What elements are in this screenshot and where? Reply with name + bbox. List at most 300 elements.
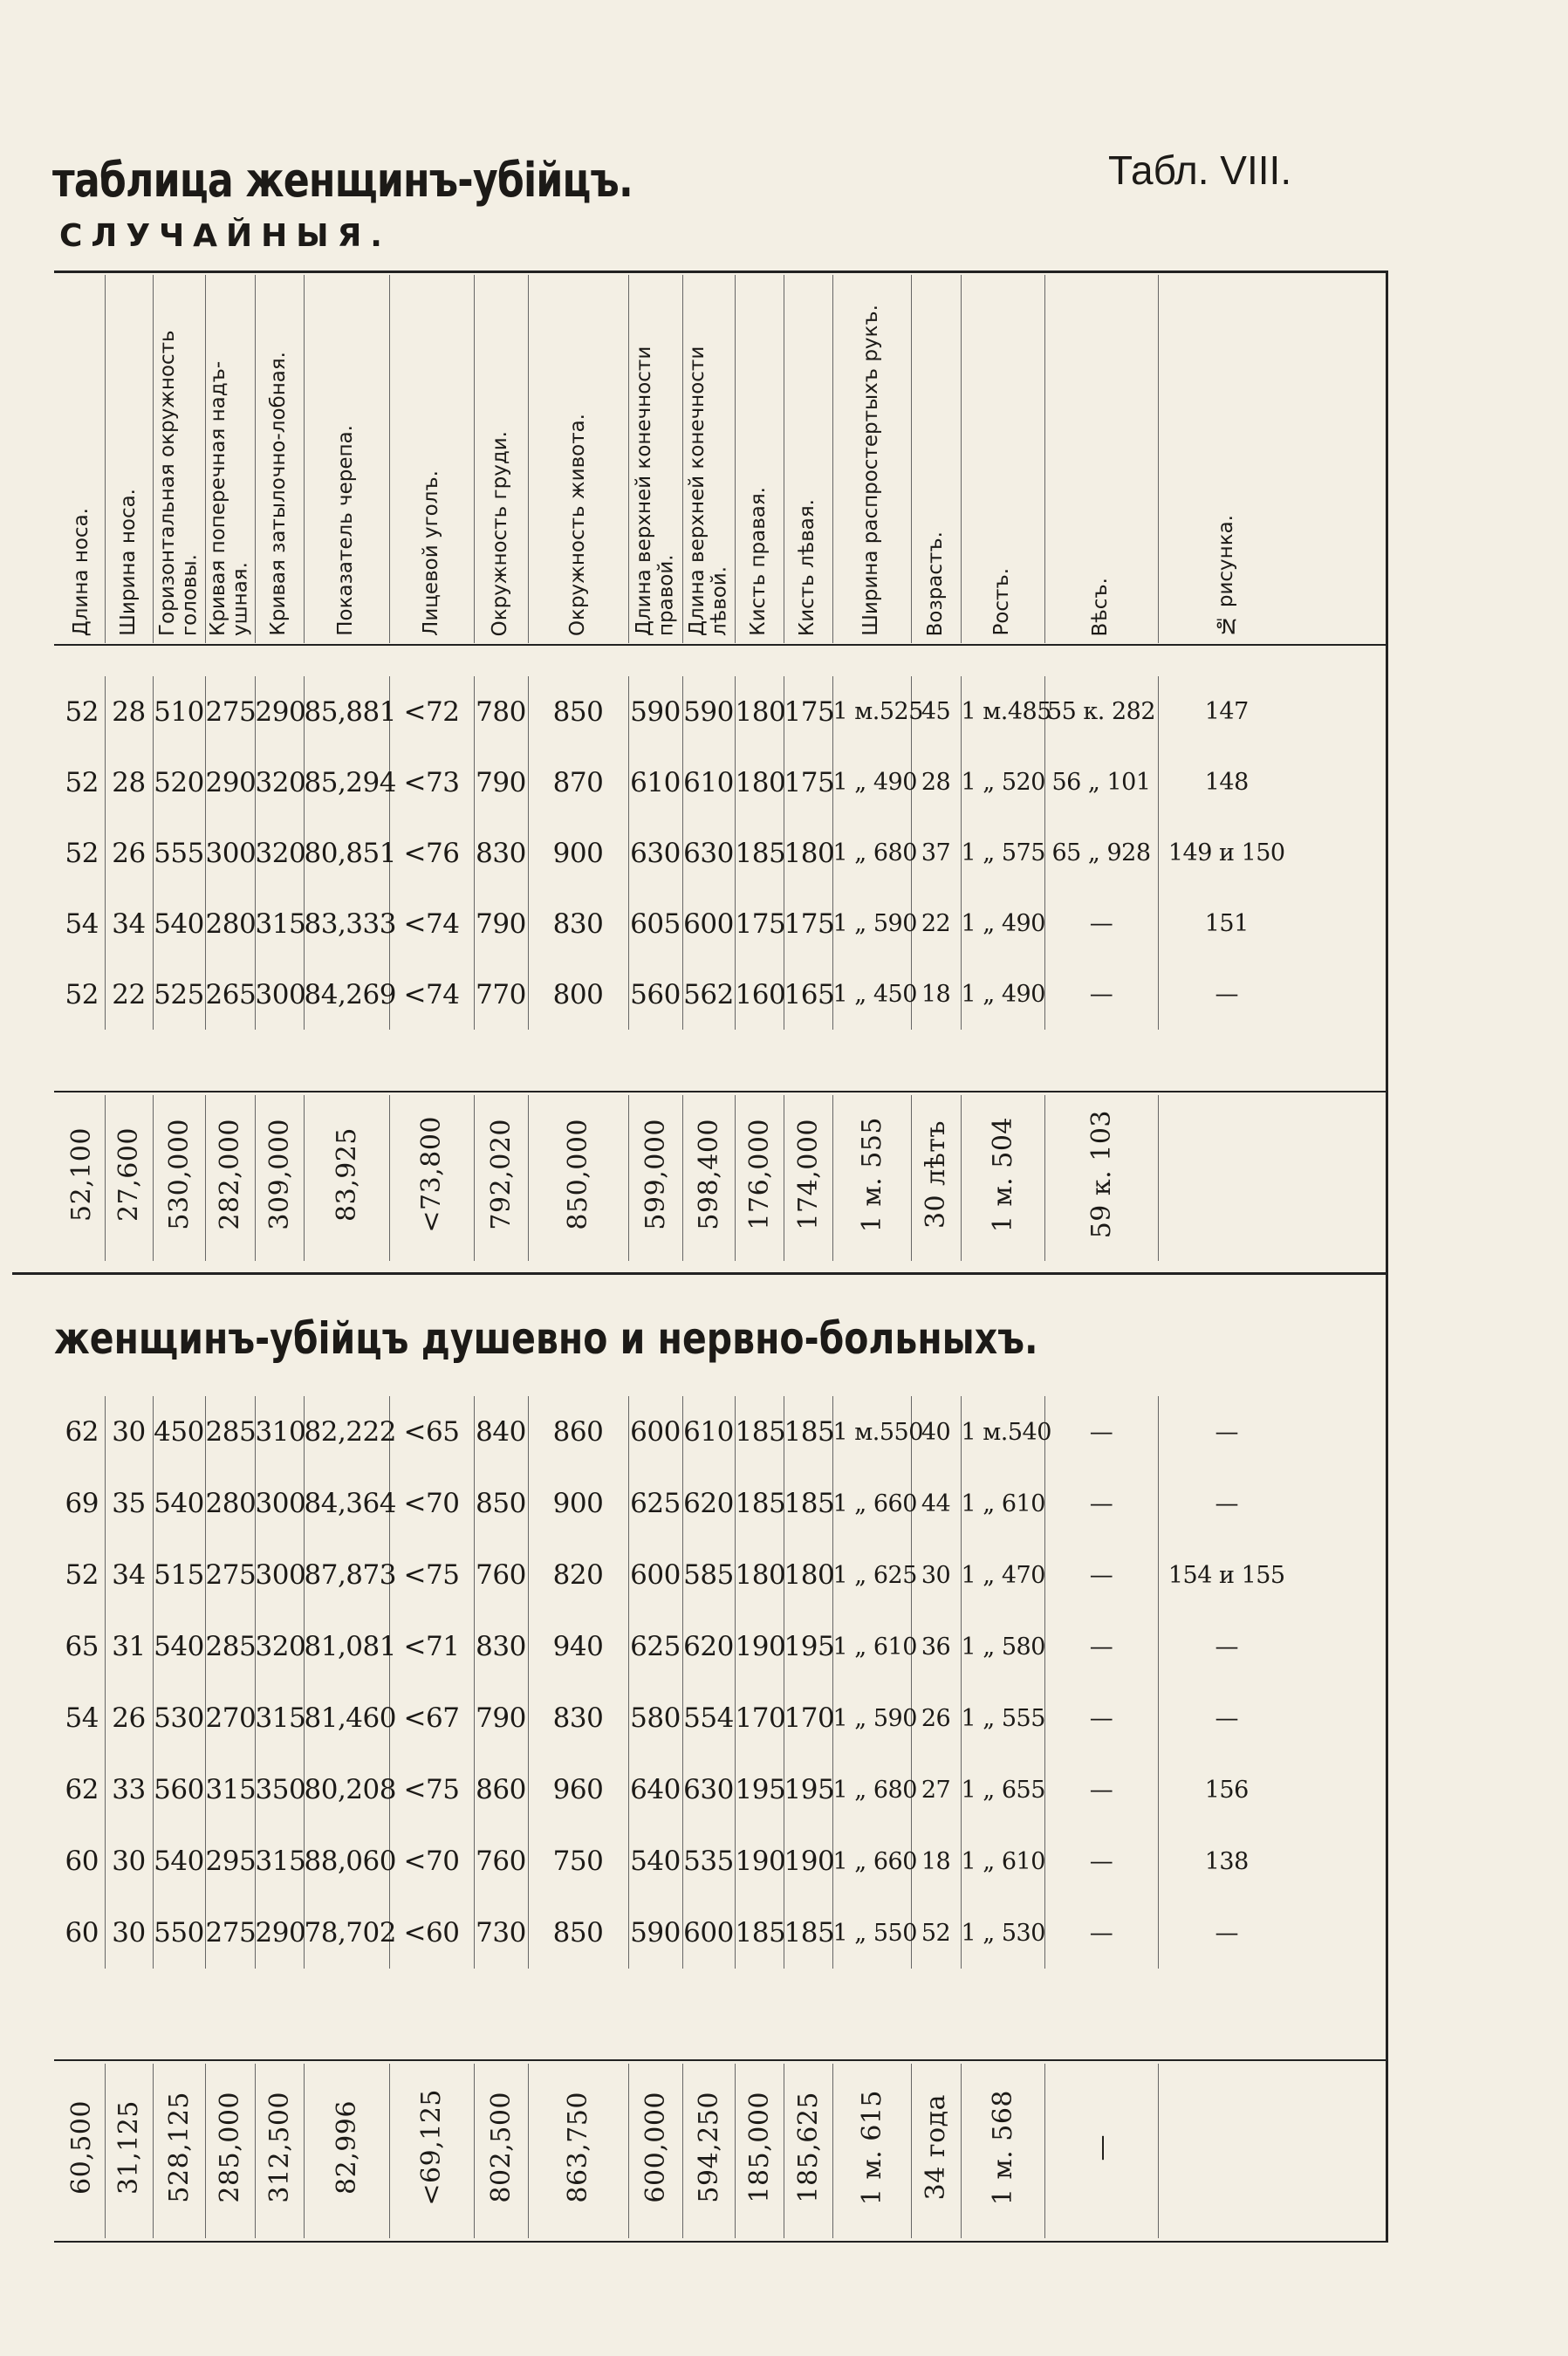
table-cell: 1 „ 550 xyxy=(832,1897,911,1969)
table-cell: 510 xyxy=(153,676,205,747)
table-cell: 1 „ 660 xyxy=(832,1825,911,1897)
table-cell: — xyxy=(1215,1633,1238,1661)
table-cell: 34 xyxy=(105,1539,153,1611)
table-cell: 154 и 155 xyxy=(1167,1561,1285,1589)
average-cell xyxy=(682,1095,735,1261)
average-value: 528,125 xyxy=(163,2092,195,2203)
table-cell: 820 xyxy=(528,1539,628,1611)
table-cell: 900 xyxy=(528,818,628,888)
table-cell: 730 xyxy=(474,1897,528,1969)
column-header xyxy=(682,275,735,643)
table-cell: 1 „ 530 xyxy=(961,1897,1044,1969)
average-cell xyxy=(153,1095,205,1261)
table-cell: 790 xyxy=(474,1682,528,1754)
column-header-label: Кривая затылочно-лобная. xyxy=(267,352,291,636)
column-header-label: Окружность груди. xyxy=(489,430,512,636)
average-cell xyxy=(105,2064,153,2238)
table-cell: 30 xyxy=(911,1539,961,1611)
average-value: 850,000 xyxy=(563,1119,593,1230)
average-value: 31,125 xyxy=(113,2100,144,2195)
table-cell: 860 xyxy=(528,1396,628,1468)
average-value: — xyxy=(1085,2133,1117,2161)
average-cell xyxy=(735,2064,784,2238)
table-cell: <75 xyxy=(389,1754,474,1825)
table-row xyxy=(59,1611,1295,1682)
table-cell: <76 xyxy=(389,818,474,888)
table-cell: 1 „ 680 xyxy=(832,818,911,888)
table-cell: 1 „ 660 xyxy=(832,1468,911,1539)
table-cell: 840 xyxy=(474,1396,528,1468)
table-cell: 1 м.485 xyxy=(961,676,1044,747)
column-header xyxy=(1044,275,1158,643)
table-cell: 195 xyxy=(735,1754,784,1825)
average-value: 792,020 xyxy=(485,1119,517,1230)
table-cell: 610 xyxy=(682,747,735,818)
table-cell: 295 xyxy=(205,1825,255,1897)
table-cell: 554 xyxy=(682,1682,735,1754)
table-cell: 185 xyxy=(784,1396,832,1468)
table-cell: 320 xyxy=(255,818,304,888)
column-header xyxy=(474,275,528,643)
table-cell: 30 xyxy=(105,1825,153,1897)
page-title: таблица женщинъ-убійцъ. xyxy=(52,153,633,208)
average-value: 27,600 xyxy=(113,1127,144,1222)
average-cell xyxy=(1044,1095,1158,1261)
average-cell xyxy=(304,2064,389,2238)
table-row xyxy=(59,888,1295,959)
table-row xyxy=(59,1539,1295,1611)
table-cell: 190 xyxy=(784,1825,832,1897)
average-cell xyxy=(255,1095,304,1261)
column-header-label: № рисунка. xyxy=(1215,514,1238,636)
table-cell: 170 xyxy=(784,1682,832,1754)
table-cell: 850 xyxy=(528,1897,628,1969)
average-cell xyxy=(205,1095,255,1261)
table-row xyxy=(59,818,1295,888)
average-cell xyxy=(474,1095,528,1261)
table-cell: 160 xyxy=(735,959,784,1030)
column-header-label: Вѣсъ. xyxy=(1089,577,1113,636)
average-cell xyxy=(528,2064,628,2238)
table-cell: 190 xyxy=(735,1611,784,1682)
table-cell: 30 xyxy=(105,1897,153,1969)
table-row xyxy=(59,1754,1295,1825)
average-value: 1 м. 555 xyxy=(856,1116,887,1233)
table-cell: 81,460 xyxy=(304,1682,389,1754)
table-cell: 147 xyxy=(1204,698,1249,725)
table-cell: 625 xyxy=(628,1611,682,1682)
table-cell: 195 xyxy=(784,1611,832,1682)
rule-above-avg2 xyxy=(54,2059,1387,2061)
table-cell: 630 xyxy=(628,818,682,888)
table-cell: 625 xyxy=(628,1468,682,1539)
table-cell: 180 xyxy=(784,1539,832,1611)
table-cell: — xyxy=(1215,1704,1238,1732)
table-cell: 630 xyxy=(682,1754,735,1825)
table-cell: — xyxy=(1044,1825,1158,1897)
average-cell xyxy=(105,1095,153,1261)
table-cell: 185 xyxy=(735,818,784,888)
table-cell: 300 xyxy=(255,1468,304,1539)
table-cell: 830 xyxy=(528,888,628,959)
table-cell: <65 xyxy=(389,1396,474,1468)
average-value: 802,500 xyxy=(485,2092,517,2203)
table-cell: 1 м.540 xyxy=(961,1396,1044,1468)
table-cell: 65 xyxy=(59,1611,105,1682)
table-cell: 80,208 xyxy=(304,1754,389,1825)
table-cell: 300 xyxy=(205,818,255,888)
column-header xyxy=(205,275,255,643)
average-cell xyxy=(205,2064,255,2238)
table-cell: 285 xyxy=(205,1611,255,1682)
table-cell: 800 xyxy=(528,959,628,1030)
column-header xyxy=(784,275,832,643)
table-cell: <74 xyxy=(389,888,474,959)
table-cell: 555 xyxy=(153,818,205,888)
table-cell: 62 xyxy=(59,1754,105,1825)
table-cell: 52 xyxy=(59,818,105,888)
average-cell xyxy=(474,2064,528,2238)
insane-table xyxy=(59,1396,1295,1969)
table-cell: 315 xyxy=(255,1682,304,1754)
average-value: 598,400 xyxy=(693,1119,724,1230)
insane-averages xyxy=(59,2064,1295,2238)
rule-above-avg1 xyxy=(54,1091,1387,1092)
table-cell: 1 „ 680 xyxy=(832,1754,911,1825)
table-cell: 37 xyxy=(911,818,961,888)
table-cell: 1 м.525 xyxy=(832,676,911,747)
table-cell: 275 xyxy=(205,1539,255,1611)
table-cell: 52 xyxy=(911,1897,961,1969)
table-row xyxy=(59,959,1295,1030)
table-cell: 540 xyxy=(628,1825,682,1897)
table-cell: 165 xyxy=(784,959,832,1030)
table-cell: 270 xyxy=(205,1682,255,1754)
table-cell: <67 xyxy=(389,1682,474,1754)
table-cell: 600 xyxy=(628,1396,682,1468)
table-cell: 54 xyxy=(59,1682,105,1754)
table-cell: 320 xyxy=(255,1611,304,1682)
table-cell: — xyxy=(1044,1754,1158,1825)
table-cell: 52 xyxy=(59,1539,105,1611)
table-cell: 590 xyxy=(682,676,735,747)
table-cell: 175 xyxy=(735,888,784,959)
table-cell: 760 xyxy=(474,1539,528,1611)
table-cell: 175 xyxy=(784,676,832,747)
table-cell: 151 xyxy=(1204,910,1249,937)
table-cell: 850 xyxy=(474,1468,528,1539)
table-cell: 35 xyxy=(105,1468,153,1539)
table-cell: 1 „ 655 xyxy=(961,1754,1044,1825)
table-cell: 290 xyxy=(205,747,255,818)
table-cell: 185 xyxy=(784,1468,832,1539)
table-cell: 52 xyxy=(59,676,105,747)
page-subtitle: СЛУЧАЙНЫЯ. xyxy=(59,218,391,254)
table-cell: 83,333 xyxy=(304,888,389,959)
table-cell: 88,060 xyxy=(304,1825,389,1897)
table-number: Табл. VIII. xyxy=(1108,147,1292,193)
table-cell: 195 xyxy=(784,1754,832,1825)
table-cell: 60 xyxy=(59,1897,105,1969)
table-cell: 1 „ 450 xyxy=(832,959,911,1030)
average-value: 285,000 xyxy=(215,2092,245,2203)
table-cell: 750 xyxy=(528,1825,628,1897)
rule-right xyxy=(1386,271,1388,2243)
table-cell: 280 xyxy=(205,888,255,959)
table-cell: 87,873 xyxy=(304,1539,389,1611)
table-cell: 31 xyxy=(105,1611,153,1682)
table-cell: <70 xyxy=(389,1825,474,1897)
table-cell: — xyxy=(1215,1919,1238,1947)
table-cell: 450 xyxy=(153,1396,205,1468)
table-cell: 85,881 xyxy=(304,676,389,747)
table-cell: 190 xyxy=(735,1825,784,1897)
table-cell: 1 „ 575 xyxy=(961,818,1044,888)
column-header-label: Кисть лѣвая. xyxy=(796,498,819,636)
table-cell: 56 „ 101 xyxy=(1044,747,1158,818)
table-cell: 960 xyxy=(528,1754,628,1825)
table-cell: 138 xyxy=(1204,1847,1249,1875)
column-header xyxy=(1158,275,1295,643)
table-cell: 275 xyxy=(205,676,255,747)
table-cell: <70 xyxy=(389,1468,474,1539)
table-cell: 600 xyxy=(628,1539,682,1611)
column-header xyxy=(735,275,784,643)
table-cell: 310 xyxy=(255,1396,304,1468)
average-value: 1 м. 504 xyxy=(987,1116,1018,1233)
average-value: 185,625 xyxy=(792,2092,824,2203)
table-cell: 630 xyxy=(682,818,735,888)
table-cell: 80,851 xyxy=(304,818,389,888)
column-header-label: Возрастъ. xyxy=(923,531,947,636)
average-value: 599,000 xyxy=(640,1119,671,1230)
table-cell: 1 „ 610 xyxy=(832,1611,911,1682)
table-cell: 1 „ 490 xyxy=(832,747,911,818)
average-cell xyxy=(682,2064,735,2238)
table-cell: 1 „ 470 xyxy=(961,1539,1044,1611)
column-header xyxy=(961,275,1044,643)
average-value: 59 к. 103 xyxy=(1085,1110,1117,1239)
table-cell: 82,222 xyxy=(304,1396,389,1468)
table-cell: 84,269 xyxy=(304,959,389,1030)
table-cell: 280 xyxy=(205,1468,255,1539)
table-cell: — xyxy=(1044,1468,1158,1539)
table-cell: 610 xyxy=(682,1396,735,1468)
column-header xyxy=(832,275,911,643)
table-cell: 540 xyxy=(153,888,205,959)
table-cell: 1 „ 490 xyxy=(961,888,1044,959)
table-cell: 26 xyxy=(105,818,153,888)
table-cell: 44 xyxy=(911,1468,961,1539)
table-cell: 850 xyxy=(528,676,628,747)
average-value: 174,000 xyxy=(792,1119,824,1230)
average-cell xyxy=(628,1095,682,1261)
table-cell: — xyxy=(1044,1682,1158,1754)
table-cell: — xyxy=(1044,1611,1158,1682)
table-cell: 535 xyxy=(682,1825,735,1897)
table-row xyxy=(59,676,1295,747)
table-cell: 185 xyxy=(735,1396,784,1468)
table-cell: 185 xyxy=(784,1897,832,1969)
table-cell: 540 xyxy=(153,1468,205,1539)
table-cell: 620 xyxy=(682,1611,735,1682)
table-cell: 290 xyxy=(255,676,304,747)
table-cell: — xyxy=(1044,1897,1158,1969)
average-value: 600,000 xyxy=(640,2092,671,2203)
average-cell xyxy=(1044,2064,1158,2238)
rule-under-head xyxy=(54,644,1387,646)
column-header-label: Показатель черепа. xyxy=(334,425,358,636)
table-cell: 780 xyxy=(474,676,528,747)
table-cell: 78,702 xyxy=(304,1897,389,1969)
occasional-averages xyxy=(59,1095,1295,1261)
column-header xyxy=(389,275,474,643)
average-cell xyxy=(304,1095,389,1261)
table-cell: 900 xyxy=(528,1468,628,1539)
table-cell: 315 xyxy=(255,888,304,959)
column-header-label: Ширина распростертыхъ рукъ. xyxy=(859,305,883,636)
column-header xyxy=(59,275,105,643)
average-value: 185,000 xyxy=(743,2092,775,2203)
average-value: 594,250 xyxy=(693,2092,724,2203)
table-cell: 620 xyxy=(682,1468,735,1539)
table-cell: <72 xyxy=(389,676,474,747)
column-header xyxy=(255,275,304,643)
table-cell: 600 xyxy=(682,888,735,959)
table-cell: 55 к. 282 xyxy=(1044,676,1158,747)
table-cell: 350 xyxy=(255,1754,304,1825)
average-cell xyxy=(389,2064,474,2238)
column-header-label: Горизонтальная окружность головы. xyxy=(155,330,201,636)
average-value: 52,100 xyxy=(66,1127,98,1222)
average-value: <73,800 xyxy=(416,1116,447,1233)
table-cell: 290 xyxy=(255,1897,304,1969)
table-cell: <73 xyxy=(389,747,474,818)
table-cell: 65 „ 928 xyxy=(1044,818,1158,888)
table-cell: 34 xyxy=(105,888,153,959)
table-cell: 1 „ 580 xyxy=(961,1611,1044,1682)
table-cell: 530 xyxy=(153,1682,205,1754)
occasional-table xyxy=(59,676,1295,1030)
table-cell: 640 xyxy=(628,1754,682,1825)
average-cell xyxy=(255,2064,304,2238)
average-value: 34 года xyxy=(921,2094,951,2201)
table-cell: 45 xyxy=(911,676,961,747)
table-cell: 1 „ 625 xyxy=(832,1539,911,1611)
table-cell: 790 xyxy=(474,747,528,818)
table-cell: 62 xyxy=(59,1396,105,1468)
table-cell: 610 xyxy=(628,747,682,818)
column-header-label: Ростъ. xyxy=(990,568,1014,636)
average-cell xyxy=(832,2064,911,2238)
table-cell: 180 xyxy=(735,747,784,818)
table-cell: 600 xyxy=(682,1897,735,1969)
average-value: 82,996 xyxy=(331,2100,362,2195)
table-cell: 54 xyxy=(59,888,105,959)
average-cell xyxy=(961,2064,1044,2238)
table-cell: 1 „ 555 xyxy=(961,1682,1044,1754)
table-cell: 149 и 150 xyxy=(1167,839,1285,866)
table-cell: 30 xyxy=(105,1396,153,1468)
table-cell: 300 xyxy=(255,1539,304,1611)
average-cell xyxy=(911,1095,961,1261)
average-cell xyxy=(59,1095,105,1261)
table-cell: 69 xyxy=(59,1468,105,1539)
table-cell: — xyxy=(1215,1418,1238,1446)
average-cell xyxy=(784,2064,832,2238)
table-cell: 148 xyxy=(1204,769,1249,796)
average-cell xyxy=(1158,1095,1295,1261)
table-cell: 830 xyxy=(528,1682,628,1754)
table-cell: <74 xyxy=(389,959,474,1030)
table-cell: 1 „ 610 xyxy=(961,1825,1044,1897)
column-header xyxy=(153,275,205,643)
average-value: 30 лѣтъ xyxy=(921,1120,951,1229)
table-cell: 830 xyxy=(474,1611,528,1682)
table-cell: 315 xyxy=(205,1754,255,1825)
table-cell: 28 xyxy=(911,747,961,818)
rule-top xyxy=(54,271,1387,273)
average-cell xyxy=(628,2064,682,2238)
table-cell: 81,081 xyxy=(304,1611,389,1682)
average-value: 176,000 xyxy=(743,1119,775,1230)
table-cell: 540 xyxy=(153,1825,205,1897)
average-value: 83,925 xyxy=(331,1127,362,1222)
table-cell: 18 xyxy=(911,1825,961,1897)
average-cell xyxy=(784,1095,832,1261)
average-cell xyxy=(528,1095,628,1261)
average-cell xyxy=(59,2064,105,2238)
average-cell xyxy=(1158,2064,1295,2238)
column-header-label: Длина носа. xyxy=(70,507,93,636)
table-cell: 36 xyxy=(911,1611,961,1682)
table-cell: 1 „ 490 xyxy=(961,959,1044,1030)
table-cell: 18 xyxy=(911,959,961,1030)
table-cell: — xyxy=(1044,959,1158,1030)
column-header-label: Кривая поперечная надъ-ушная. xyxy=(207,360,252,636)
table-cell: <60 xyxy=(389,1897,474,1969)
column-header xyxy=(304,275,389,643)
column-header-label: Длина верхней конечности лѣвой. xyxy=(685,346,730,636)
column-header-label: Окружность живота. xyxy=(565,413,589,636)
table-cell: 605 xyxy=(628,888,682,959)
table-cell: 185 xyxy=(735,1468,784,1539)
average-cell xyxy=(832,1095,911,1261)
table-cell: 28 xyxy=(105,676,153,747)
average-value: 1 м. 615 xyxy=(856,2089,887,2206)
average-value: 312,500 xyxy=(264,2092,295,2203)
average-value: 1 м. 568 xyxy=(987,2089,1018,2206)
table-cell: 870 xyxy=(528,747,628,818)
table-cell: 85,294 xyxy=(304,747,389,818)
column-header xyxy=(105,275,153,643)
table-cell: 1 „ 610 xyxy=(961,1468,1044,1539)
table-cell: 830 xyxy=(474,818,528,888)
average-value: 309,000 xyxy=(264,1119,295,1230)
table-cell: 180 xyxy=(735,1539,784,1611)
table-cell: 940 xyxy=(528,1611,628,1682)
table-cell: 175 xyxy=(784,888,832,959)
table-row xyxy=(59,1396,1295,1468)
table-cell: 1 „ 520 xyxy=(961,747,1044,818)
table-cell: 1 „ 590 xyxy=(832,1682,911,1754)
table-cell: 562 xyxy=(682,959,735,1030)
table-cell: — xyxy=(1044,1539,1158,1611)
table-cell: 540 xyxy=(153,1611,205,1682)
table-cell: 180 xyxy=(735,676,784,747)
table-cell: 1 „ 590 xyxy=(832,888,911,959)
rule-bottom xyxy=(54,2241,1387,2243)
